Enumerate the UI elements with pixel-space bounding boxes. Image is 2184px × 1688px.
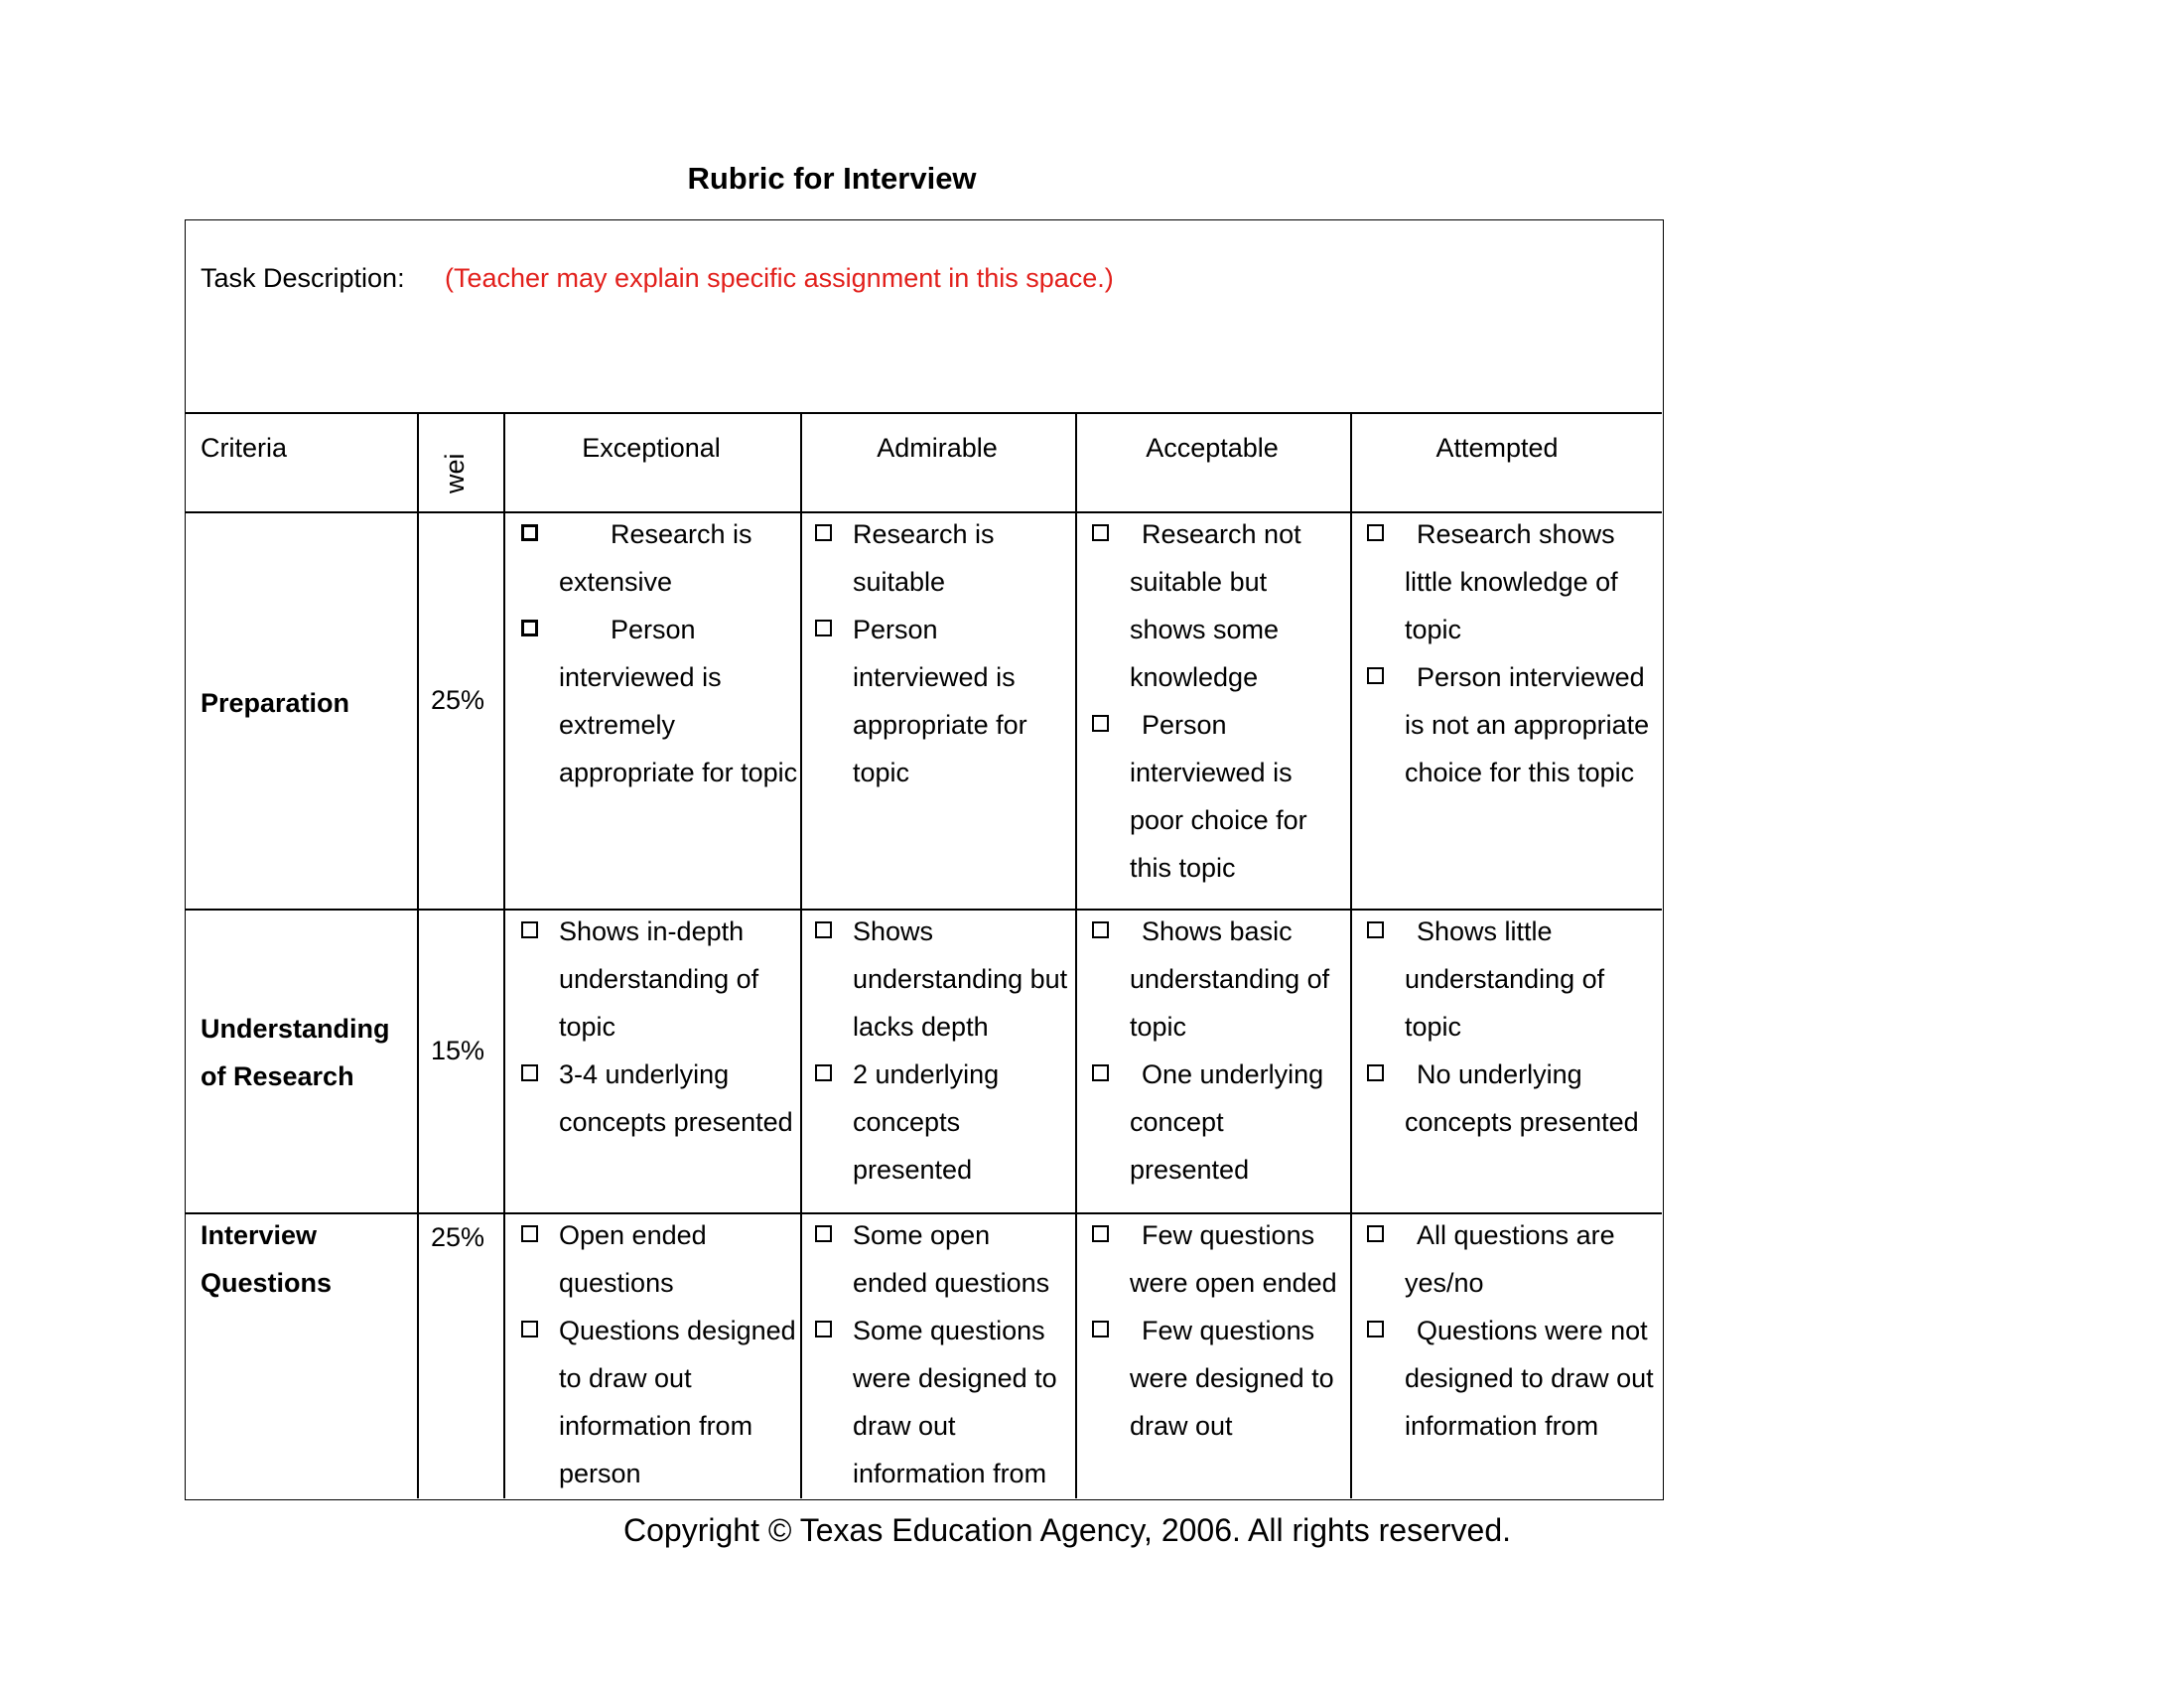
rubric-cell — [1092, 908, 1345, 1194]
rubric-item — [1092, 510, 1345, 701]
checkbox[interactable] — [815, 1064, 832, 1081]
checkbox[interactable] — [1092, 921, 1109, 938]
criteria-label: Preparation — [201, 688, 350, 718]
checkbox[interactable] — [1367, 1064, 1384, 1081]
level-header-acceptable: Acceptable — [1146, 433, 1279, 463]
checkbox[interactable] — [815, 524, 832, 541]
rubric-item — [815, 1051, 1068, 1194]
rubric-item-text: Research is suitable — [853, 519, 995, 597]
weight-value: 25% — [431, 685, 485, 715]
rubric-item-text: Questions were not designed to draw out information from — [1405, 1316, 1654, 1441]
copyright-footer: Copyright © Texas Education Agency, 2006. All rights reserved. — [623, 1512, 1511, 1548]
rubric-item-text: Shows basic understanding of topic — [1130, 916, 1330, 1042]
rubric-cell — [1092, 510, 1345, 892]
rubric-item-text: Few questions were designed to draw out — [1130, 1316, 1334, 1441]
checkbox[interactable] — [1092, 1225, 1109, 1242]
rubric-item-text: Open ended questions — [559, 1220, 707, 1298]
checkbox[interactable] — [521, 524, 538, 541]
rubric-item-text: One underlying concept presented — [1130, 1059, 1324, 1185]
rubric-cell — [521, 908, 801, 1146]
checkbox[interactable] — [815, 1321, 832, 1337]
checkbox[interactable] — [815, 1225, 832, 1242]
rubric-cell — [1092, 1211, 1345, 1497]
rubric-item — [521, 606, 801, 796]
rubric-item-text: Person interviewed is extremely appropriate for topic — [559, 615, 798, 787]
rubric-cell — [815, 1211, 1068, 1497]
divider — [503, 412, 505, 1498]
rubric-item — [1367, 908, 1655, 1051]
rubric-cell — [521, 1211, 801, 1497]
rubric-cell — [815, 908, 1068, 1194]
task-description-text: (Teacher may explain specific assignment in this space.) — [445, 263, 1114, 293]
checkbox[interactable] — [1367, 1321, 1384, 1337]
checkbox[interactable] — [1092, 1064, 1109, 1081]
divider — [1350, 412, 1352, 1498]
weight-header: wei — [440, 453, 470, 493]
rubric-item — [815, 908, 1068, 1051]
rubric-item-text: Some open ended questions — [853, 1220, 1050, 1298]
checkbox[interactable] — [1367, 524, 1384, 541]
level-header-admirable: Admirable — [877, 433, 998, 463]
rubric-item — [1092, 1211, 1345, 1307]
rubric-item — [815, 1211, 1068, 1307]
rubric-item — [521, 1307, 801, 1497]
checkbox[interactable] — [815, 620, 832, 636]
rubric-item — [1367, 1211, 1655, 1307]
rubric-item-text: Shows in-depth understanding of topic — [559, 916, 759, 1042]
divider — [1075, 412, 1077, 1498]
task-description-label: Task Description: — [201, 263, 405, 293]
rubric-item — [1092, 1051, 1345, 1194]
rubric-item — [521, 1051, 801, 1146]
divider — [186, 412, 1662, 414]
checkbox[interactable] — [521, 620, 538, 636]
rubric-item-text: Questions designed to draw out information from person — [559, 1316, 796, 1488]
level-header-exceptional: Exceptional — [582, 433, 721, 463]
rubric-item — [815, 510, 1068, 606]
rubric-item-text: Some questions were designed to draw out information from — [853, 1316, 1057, 1488]
rubric-cell — [815, 510, 1068, 796]
rubric-cell — [521, 510, 801, 796]
weight-value: 25% — [431, 1222, 485, 1252]
page-title: Rubric for Interview — [687, 161, 977, 196]
checkbox[interactable] — [1092, 1321, 1109, 1337]
rubric-item — [521, 1211, 801, 1307]
rubric-item-text: Shows little understanding of topic — [1405, 916, 1605, 1042]
checkbox[interactable] — [521, 1225, 538, 1242]
checkbox[interactable] — [1367, 667, 1384, 684]
checkbox[interactable] — [1367, 1225, 1384, 1242]
checkbox[interactable] — [1092, 524, 1109, 541]
rubric-item-text: Person interviewed is appropriate for topic — [853, 615, 1027, 787]
rubric-item — [521, 510, 801, 606]
rubric-item-text: 2 underlying concepts presented — [853, 1059, 1000, 1185]
rubric-item-text: No underlying concepts presented — [1405, 1059, 1639, 1137]
rubric-item-text: Shows understanding but lacks depth — [853, 916, 1068, 1042]
rubric-cell — [1367, 1211, 1655, 1497]
rubric-item — [521, 908, 801, 1051]
rubric-item-text: Research is extensive — [559, 519, 752, 597]
divider — [417, 412, 419, 1498]
checkbox[interactable] — [1367, 921, 1384, 938]
rubric-item-text: Person interviewed is not an appropriate choice for this topic — [1405, 662, 1650, 787]
rubric-item-text: Person interviewed is poor choice for this topic — [1130, 710, 1307, 883]
criteria-label: Understanding of Research — [201, 1014, 390, 1091]
criteria-header: Criteria — [201, 433, 288, 463]
criteria-label: Interview Questions — [201, 1220, 333, 1298]
rubric-cell — [1367, 510, 1655, 796]
weight-value: 15% — [431, 1036, 485, 1065]
rubric-item — [815, 606, 1068, 796]
checkbox[interactable] — [1092, 715, 1109, 732]
checkbox[interactable] — [521, 1321, 538, 1337]
level-header-attempted: Attempted — [1435, 433, 1559, 463]
rubric-item — [815, 1307, 1068, 1497]
checkbox[interactable] — [815, 921, 832, 938]
rubric-item — [1092, 908, 1345, 1051]
rubric-cell — [1367, 908, 1655, 1146]
rubric-item-text: 3-4 underlying concepts presented — [559, 1059, 793, 1137]
rubric-item-text: Research shows little knowledge of topic — [1405, 519, 1618, 644]
rubric-item — [1367, 1051, 1655, 1146]
rubric-item — [1367, 510, 1655, 653]
rubric-item-text: Few questions were open ended — [1130, 1220, 1337, 1298]
checkbox[interactable] — [521, 1064, 538, 1081]
checkbox[interactable] — [521, 921, 538, 938]
rubric-item — [1367, 653, 1655, 796]
rubric-item — [1367, 1307, 1655, 1450]
rubric-item-text: All questions are yes/no — [1405, 1220, 1615, 1298]
rubric-item-text: Research not suitable but shows some knowledge — [1130, 519, 1301, 692]
rubric-item — [1092, 701, 1345, 892]
rubric-item — [1092, 1307, 1345, 1450]
